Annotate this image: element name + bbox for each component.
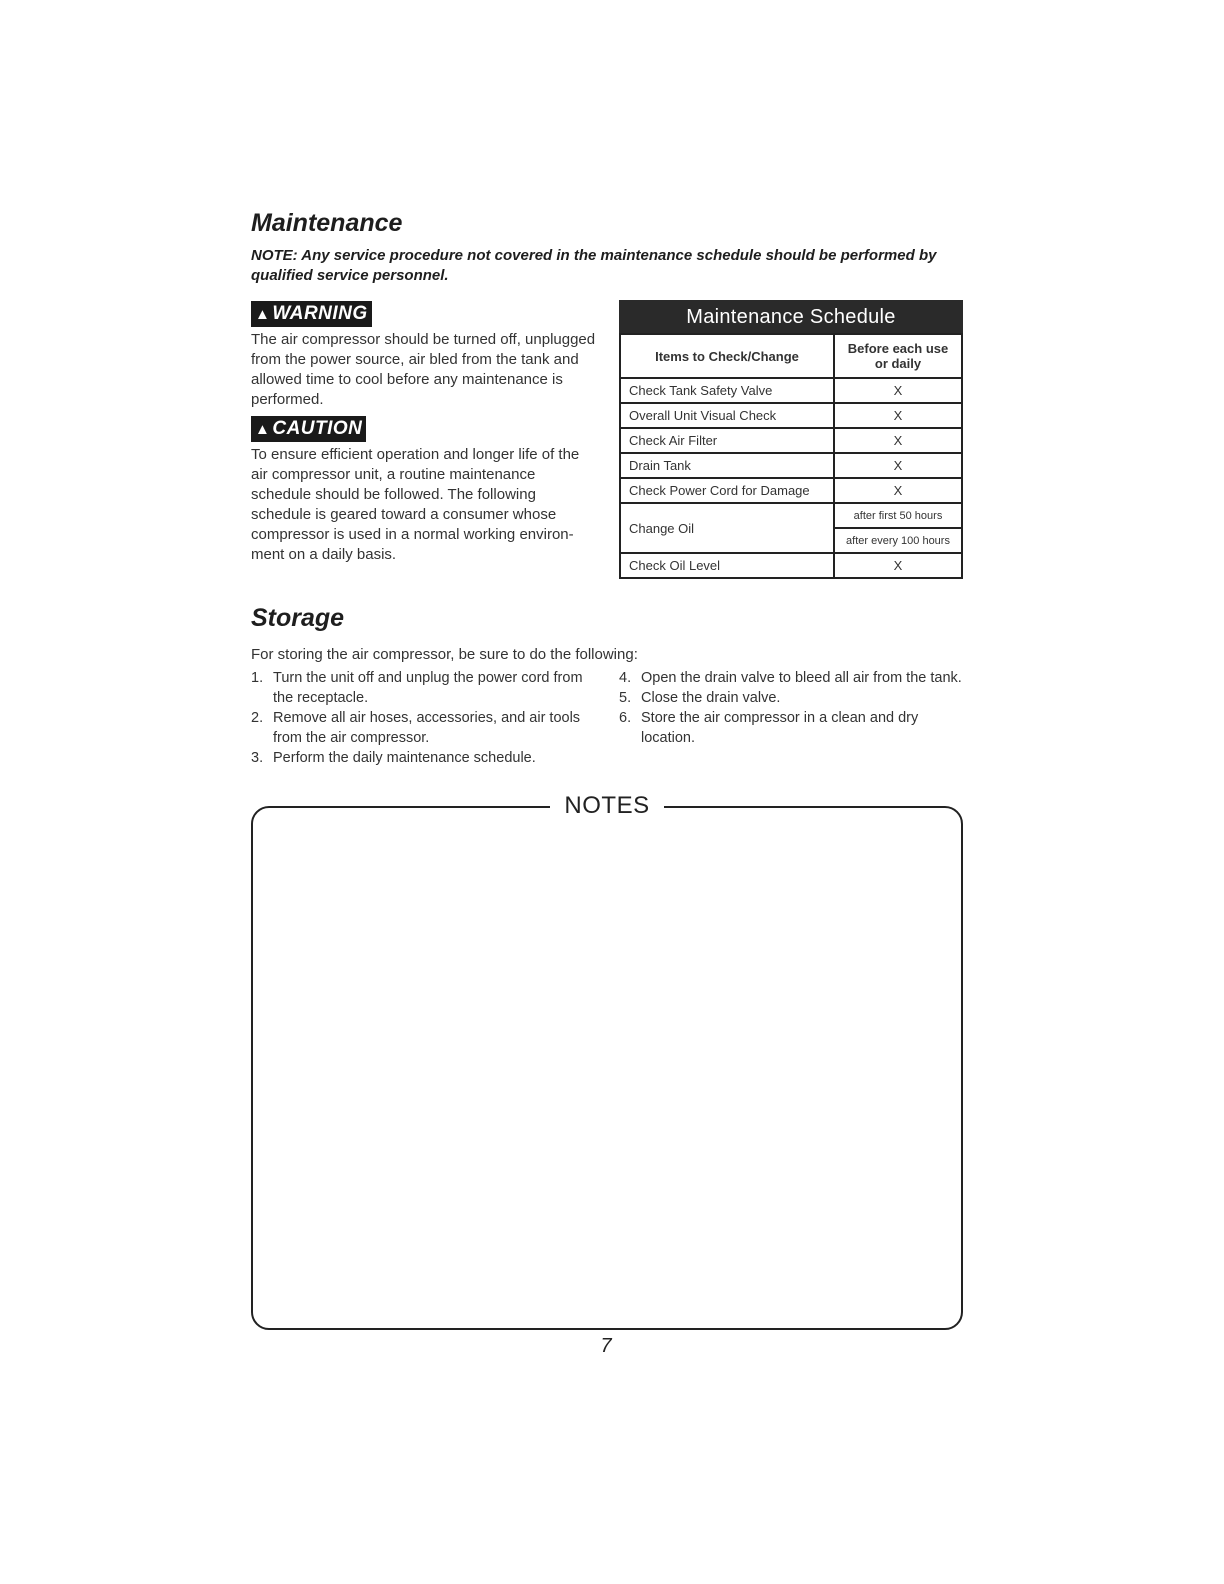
schedule-item: Check Oil Level — [620, 553, 834, 578]
schedule-item: Check Air Filter — [620, 428, 834, 453]
storage-steps-left — [251, 668, 601, 768]
table-row — [620, 378, 962, 403]
schedule-value: X — [834, 478, 962, 503]
storage-intro: For storing the air compressor, be sure to do the following: — [251, 646, 638, 663]
schedule-item: Check Tank Safety Valve — [620, 378, 834, 403]
list-item: 3. Perform the daily maintenance schedule. — [251, 750, 536, 766]
warning-triangle-icon: ▲ — [255, 306, 271, 323]
table-row — [620, 478, 962, 503]
list-item: 4. Open the drain valve to bleed all air from the tank. — [619, 670, 962, 686]
schedule-value: X — [834, 378, 962, 403]
maintenance-note: NOTE: Any service procedure not covered in the maintenance schedule should be performed by qualified service personnel. — [251, 247, 937, 284]
schedule-value: after first 50 hours — [834, 503, 962, 528]
notes-box — [251, 806, 963, 1330]
maintenance-heading: Maintenance — [251, 209, 403, 237]
table-row — [620, 428, 962, 453]
schedule-value: X — [834, 403, 962, 428]
table-row — [620, 503, 962, 528]
caution-text: To ensure efficient operation and longer life of the air compressor unit, a routine maintenance schedule should be followed. The following schedule is geared toward a consumer whose compressor is used in a normal working environ-ment on a daily basis. — [251, 446, 580, 563]
maintenance-schedule — [619, 300, 963, 579]
warning-text: The air compressor should be turned off, unplugged from the power source, air bled from the tank and allowed time to cool before any maintenance is performed. — [251, 331, 596, 408]
schedule-item: Change Oil — [620, 503, 834, 553]
schedule-col-items: Items to Check/Change — [620, 334, 834, 378]
page-number: 7 — [600, 1335, 612, 1357]
warning-label: WARNING — [272, 303, 368, 324]
storage-steps-right — [619, 668, 969, 748]
list-item: 5. Close the drain valve. — [619, 690, 781, 706]
schedule-value: X — [834, 428, 962, 453]
schedule-table — [619, 333, 963, 579]
notes-title: NOTES — [550, 792, 663, 819]
schedule-value: X — [834, 553, 962, 578]
notes-title-wrap — [251, 792, 963, 820]
list-item: 2. Remove all air hoses, accessories, and air tools from the air compressor. — [251, 710, 581, 746]
schedule-item: Drain Tank — [620, 453, 834, 478]
table-row — [620, 553, 962, 578]
schedule-col-daily: Before each use or daily — [834, 334, 962, 378]
schedule-value: X — [834, 453, 962, 478]
caution-badge — [251, 416, 366, 442]
table-row — [620, 403, 962, 428]
schedule-value-2: after every 100 hours — [834, 528, 962, 553]
caution-triangle-icon: ▲ — [255, 421, 271, 438]
schedule-item: Check Power Cord for Damage — [620, 478, 834, 503]
schedule-title: Maintenance Schedule — [619, 300, 963, 333]
storage-heading: Storage — [251, 604, 345, 632]
warning-badge — [251, 301, 372, 327]
table-row — [620, 453, 962, 478]
caution-label: CAUTION — [272, 418, 363, 439]
list-item: 6. Store the air compressor in a clean and dry location. — [619, 710, 919, 746]
list-item: 1. Turn the unit off and unplug the power cord from the receptacle. — [251, 670, 583, 706]
schedule-item: Overall Unit Visual Check — [620, 403, 834, 428]
